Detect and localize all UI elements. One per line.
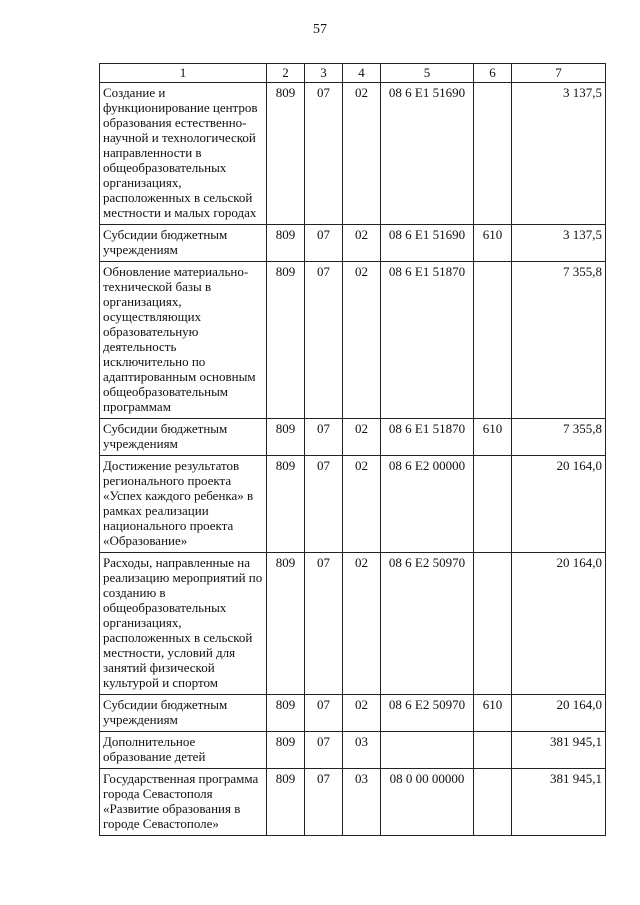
subsection-code-cell: 02 — [343, 262, 381, 419]
expense-type-cell — [474, 83, 512, 225]
amount-cell: 7 355,8 — [512, 262, 606, 419]
department-code-cell: 809 — [267, 262, 305, 419]
target-article-cell: 08 6 E2 50970 — [381, 553, 474, 695]
section-code-cell: 07 — [305, 456, 343, 553]
target-article-cell: 08 0 00 00000 — [381, 769, 474, 836]
section-code-cell: 07 — [305, 695, 343, 732]
page-number: 57 — [313, 22, 327, 37]
row-name-cell: Субсидии бюджетным учреждениям — [100, 695, 267, 732]
department-code-cell: 809 — [267, 456, 305, 553]
section-code-cell: 07 — [305, 553, 343, 695]
department-code-cell: 809 — [267, 419, 305, 456]
section-code-cell: 07 — [305, 419, 343, 456]
subsection-code-cell: 02 — [343, 456, 381, 553]
expense-type-cell — [474, 732, 512, 769]
table-row — [100, 225, 606, 262]
header-cell-col-2: 2 — [267, 64, 305, 83]
row-name-cell: Обновление материально-технической базы в организациях, осуществляющих образовательную деятельность исключительно по адаптированным основным общеобразовательным программам — [100, 262, 267, 419]
expense-type-cell: 610 — [474, 419, 512, 456]
target-article-cell: 08 6 E1 51690 — [381, 83, 474, 225]
table-row — [100, 456, 606, 553]
target-article-cell: 08 6 E1 51870 — [381, 262, 474, 419]
header-cell-col-7: 7 — [512, 64, 606, 83]
header-cell-col-4: 4 — [343, 64, 381, 83]
target-article-cell: 08 6 E2 50970 — [381, 695, 474, 732]
amount-cell: 7 355,8 — [512, 419, 606, 456]
department-code-cell: 809 — [267, 769, 305, 836]
row-name-cell: Субсидии бюджетным учреждениям — [100, 225, 267, 262]
section-code-cell: 07 — [305, 769, 343, 836]
target-article-cell: 08 6 E2 00000 — [381, 456, 474, 553]
section-code-cell: 07 — [305, 262, 343, 419]
header-cell-col-3: 3 — [305, 64, 343, 83]
amount-cell: 381 945,1 — [512, 769, 606, 836]
subsection-code-cell: 02 — [343, 419, 381, 456]
section-code-cell: 07 — [305, 225, 343, 262]
table-header-row — [100, 64, 606, 83]
table-row — [100, 419, 606, 456]
row-name-cell: Расходы, направленные на реализацию мероприятий по созданию в общеобразовательных организациях, расположенных в сельской местности, условий для занятий физической культурой и спортом — [100, 553, 267, 695]
expense-type-cell — [474, 769, 512, 836]
section-code-cell: 07 — [305, 83, 343, 225]
department-code-cell: 809 — [267, 695, 305, 732]
target-article-cell — [381, 732, 474, 769]
target-article-cell: 08 6 E1 51690 — [381, 225, 474, 262]
row-name-cell: Государственная программа города Севастополя «Развитие образования в городе Севастополе» — [100, 769, 267, 836]
department-code-cell: 809 — [267, 553, 305, 695]
header-cell-col-1: 1 — [100, 64, 267, 83]
amount-cell: 3 137,5 — [512, 83, 606, 225]
subsection-code-cell: 02 — [343, 225, 381, 262]
row-name-cell: Создание и функционирование центров образования естественно-научной и технологической направленности в общеобразовательных организациях, расположенных в сельской местности и малых городах — [100, 83, 267, 225]
amount-cell: 20 164,0 — [512, 553, 606, 695]
row-name-cell: Дополнительное образование детей — [100, 732, 267, 769]
department-code-cell: 809 — [267, 83, 305, 225]
amount-cell: 381 945,1 — [512, 732, 606, 769]
budget-table — [99, 63, 606, 836]
expense-type-cell — [474, 553, 512, 695]
header-cell-col-6: 6 — [474, 64, 512, 83]
department-code-cell: 809 — [267, 225, 305, 262]
expense-type-cell — [474, 456, 512, 553]
amount-cell: 3 137,5 — [512, 225, 606, 262]
section-code-cell: 07 — [305, 732, 343, 769]
subsection-code-cell: 03 — [343, 769, 381, 836]
subsection-code-cell: 03 — [343, 732, 381, 769]
budget-table-body — [100, 64, 606, 836]
header-cell-col-5: 5 — [381, 64, 474, 83]
amount-cell: 20 164,0 — [512, 695, 606, 732]
table-row — [100, 769, 606, 836]
table-row — [100, 553, 606, 695]
table-row — [100, 695, 606, 732]
table-row — [100, 83, 606, 225]
subsection-code-cell: 02 — [343, 553, 381, 695]
expense-type-cell: 610 — [474, 225, 512, 262]
target-article-cell: 08 6 E1 51870 — [381, 419, 474, 456]
expense-type-cell: 610 — [474, 695, 512, 732]
amount-cell: 20 164,0 — [512, 456, 606, 553]
subsection-code-cell: 02 — [343, 83, 381, 225]
expense-type-cell — [474, 262, 512, 419]
subsection-code-cell: 02 — [343, 695, 381, 732]
table-row — [100, 262, 606, 419]
row-name-cell: Субсидии бюджетным учреждениям — [100, 419, 267, 456]
department-code-cell: 809 — [267, 732, 305, 769]
table-row — [100, 732, 606, 769]
row-name-cell: Достижение результатов регионального проекта «Успех каждого ребенка» в рамках реализации национального проекта «Образование» — [100, 456, 267, 553]
